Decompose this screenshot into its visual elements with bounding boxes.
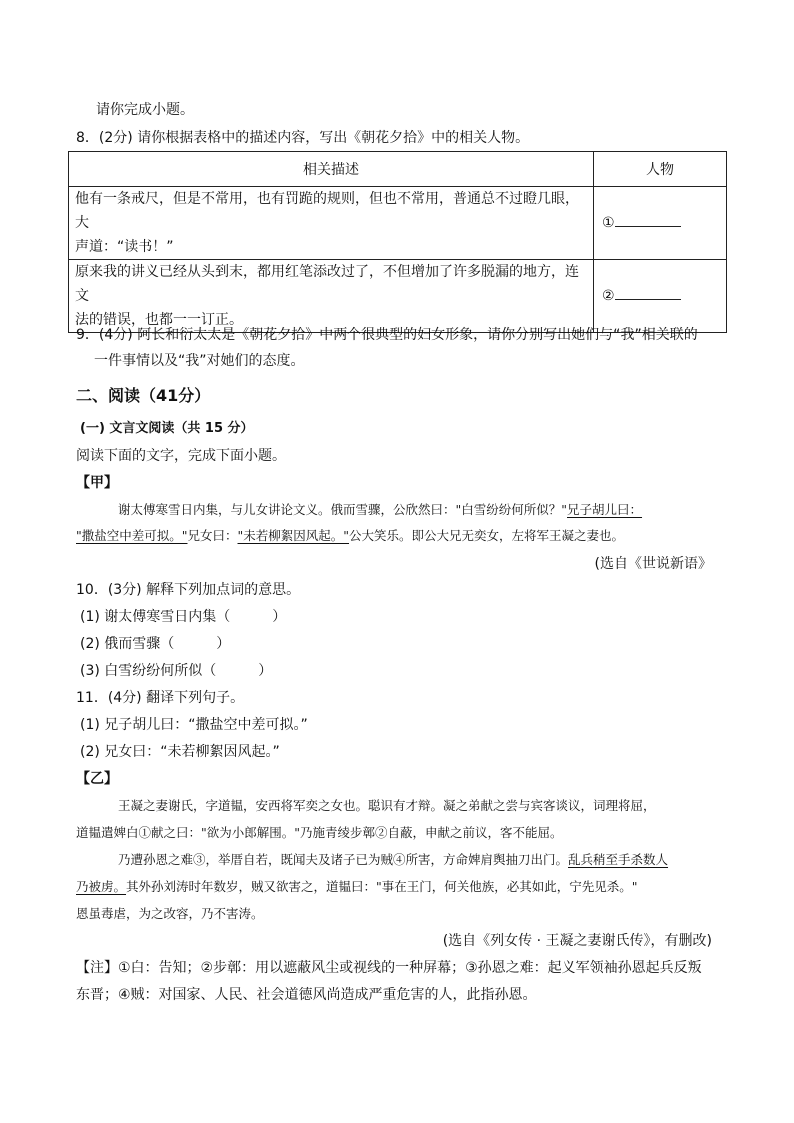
passage-a-line2-mid: 兄女曰： — [187, 528, 238, 543]
row1-desc-line1: 他有一条戒尺，但是不常用，也有罚跪的规则，但也不常用，普通总不过瞪几眼，大 — [75, 191, 579, 231]
reading-instruction: 阅读下面的文字，完成下面小题。 — [76, 448, 286, 464]
table-row — [69, 260, 727, 333]
table-row — [69, 187, 727, 260]
passage-b-label: 【乙】 — [76, 771, 118, 787]
passage-a-line1-underlined: 兄子胡儿曰： — [567, 502, 643, 517]
passage-b-p2-line1-underlined: 乱兵稍至手杀数人 — [568, 852, 669, 867]
notes-line1: 【注】①白：告知；②步鄣：用以遮蔽风尘或视线的一种屏幕；③孙恩之难：起义军领袖孙恩起兵反叛 — [76, 960, 702, 976]
q9-line2: 一件事情以及“我”对她们的态度。 — [94, 353, 305, 369]
row2-description — [69, 260, 594, 333]
q11-item2: (2) 兄女曰：“未若柳絮因风起。” — [80, 744, 280, 760]
row1-description — [69, 187, 594, 260]
passage-b-source: (选自《列女传 · 王凝之妻谢氏传》，有删改) — [442, 933, 712, 949]
q11-title: 11．(4分) 翻译下列句子。 — [76, 690, 245, 706]
q10-title: 10．(3分) 解释下列加点词的意思。 — [76, 582, 301, 598]
passage-b-p2-line1 — [118, 850, 668, 870]
passage-a-line2-underlined2: "未若柳絮因风起。" — [237, 528, 350, 543]
header-description: 相关描述 — [69, 152, 594, 187]
row2-blank-marker: ② — [602, 288, 615, 304]
q9-line1: 9．(4分) 阿长和衍太太是《朝花夕拾》中两个很典型的妇女形象，请你分别写出她们与“我”相关联的 — [76, 327, 698, 343]
passage-a-line1-plain: 谢太傅寒雪日内集，与儿女讲论文义。俄而雪骤，公欣然曰："白雪纷纷何所似？" — [118, 502, 568, 517]
intro-tail: 请你完成小题。 — [96, 102, 194, 118]
row1-answer-blank[interactable] — [615, 212, 681, 227]
table-header-row — [69, 152, 727, 187]
q10-item2: (2) 俄而雪骤（ ） — [80, 636, 231, 652]
passage-a-line2-underlined1: "撒盐空中差可拟。" — [76, 528, 188, 543]
notes-line2: 东晋；④贼：对国家、人民、社会道德风尚造成严重危害的人，此指孙恩。 — [76, 987, 537, 1003]
row2-desc-line1: 原来我的讲义已经从头到末，都用红笔添改过了，不但增加了许多脱漏的地方，连文 — [75, 264, 579, 304]
row2-answer-cell[interactable] — [594, 260, 727, 333]
row1-desc-line2: 声道：“读书！” — [75, 239, 174, 255]
q10-item3: (3) 白雪纷纷何所似（ ） — [80, 663, 273, 679]
passage-a-line1 — [118, 500, 642, 520]
q8-table — [68, 151, 727, 333]
header-person: 人物 — [594, 152, 727, 187]
row2-answer-blank[interactable] — [615, 285, 681, 300]
passage-b-p1-line2: 道韫遣婢白①献之曰："欲为小郎解围。"乃施青绫步鄣②自蔽，申献之前议，客不能屈。 — [76, 825, 563, 840]
passage-b-p2-line2-tail: 其外孙刘涛时年数岁，贼又欲害之，道韫曰："事在王门，何关他族，必其如此，宁先见杀。" — [126, 879, 638, 894]
section2-title: 二、阅读（41分） — [76, 386, 211, 405]
q11-item1: (1) 兄子胡儿曰：“撒盐空中差可拟。” — [80, 717, 308, 733]
row1-answer-cell[interactable] — [594, 187, 727, 260]
passage-b-p2-line2 — [76, 877, 638, 897]
passage-b-p2-line2-underlined: 乃被虏。 — [76, 879, 127, 894]
passage-a-label: 【甲】 — [76, 475, 118, 491]
row2-desc-line2: 法的错误，也都一一订正。 — [75, 312, 243, 328]
passage-a-line2-tail: 公大笑乐。即公大兄无奕女，左将军王凝之妻也。 — [349, 528, 625, 543]
passage-b-p1-line1: 王凝之妻谢氏，字道韫，安西将军奕之女也。聪识有才辩。凝之弟献之尝与宾客谈议，词理将屈， — [118, 798, 656, 813]
q8-title: 8．(2分) 请你根据表格中的描述内容，写出《朝花夕拾》中的相关人物。 — [76, 130, 530, 146]
passage-a-source: (选自《世说新语》 — [594, 556, 712, 572]
q10-item1: (1) 谢太傅寒雪日内集（ ） — [80, 609, 287, 625]
passage-a-line2 — [76, 526, 624, 546]
row1-blank-marker: ① — [602, 215, 615, 231]
section2-sub1: (一) 文言文阅读（共 15 分） — [80, 421, 254, 436]
passage-b-p2-line3: 恩虽毒虐，为之改容，乃不害涛。 — [76, 906, 264, 921]
passage-b-p2-line1-plain: 乃遭孙恩之难③，举厝自若，既闻夫及诸子已为贼④所害，方命婢肩舆抽刀出门。 — [118, 852, 569, 867]
